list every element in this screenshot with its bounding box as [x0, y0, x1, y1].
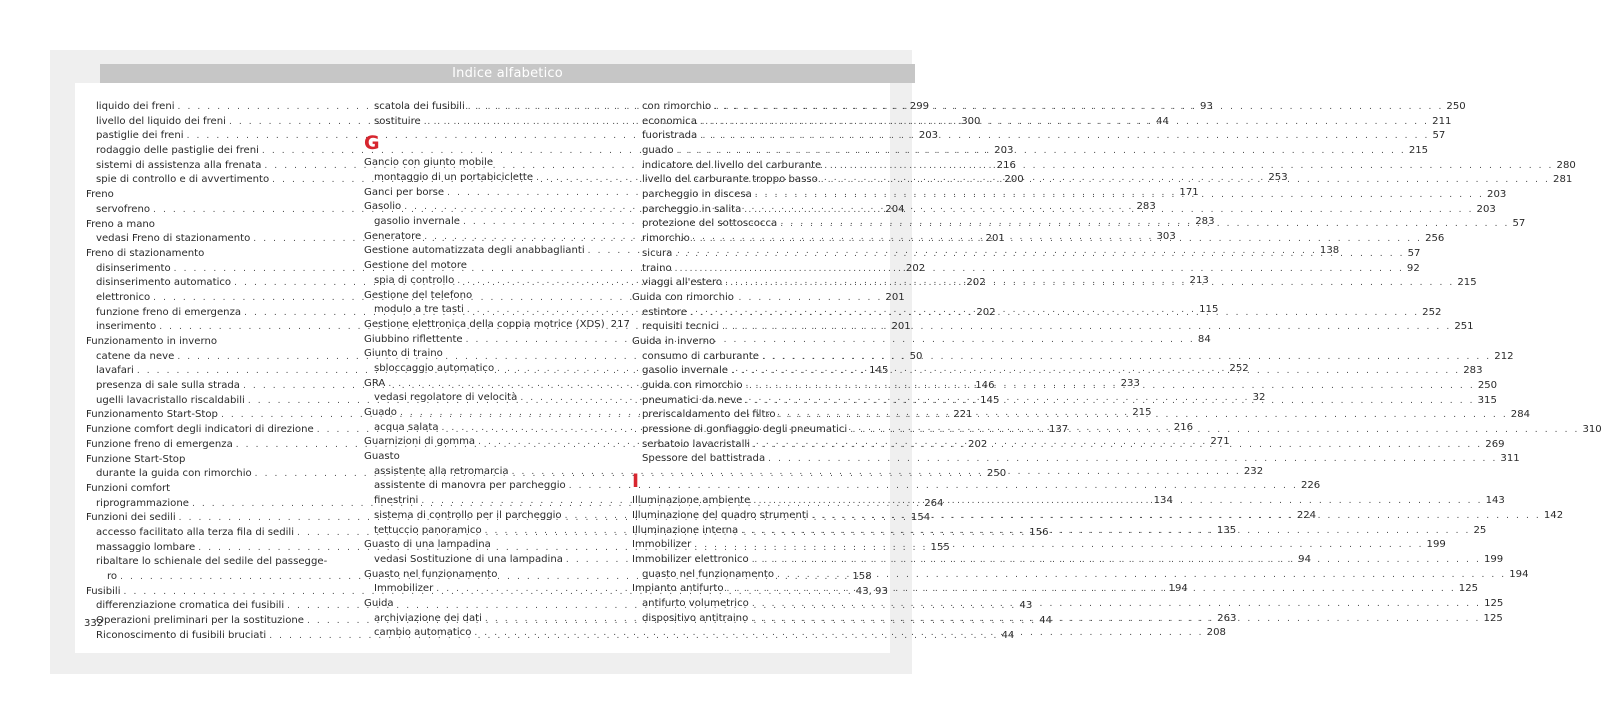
dot-leader — [722, 320, 1451, 335]
entry-page-ref: 134 — [1153, 495, 1173, 507]
entry-page-ref: 194 — [1509, 568, 1529, 580]
index-heading: Funzionamento in inverno — [86, 336, 218, 347]
index-heading: Funzione Start-Stop — [86, 453, 186, 465]
entry-page-ref: 125 — [1458, 583, 1479, 595]
index-heading: Giunto di traino — [364, 348, 443, 360]
entry-term: sicura — [642, 247, 673, 259]
entry-term: cambio automatico — [374, 627, 472, 639]
entry-page-ref: 125 — [1484, 597, 1504, 609]
entry-term: gasolio invernale — [374, 216, 460, 228]
section-letter: G — [364, 132, 380, 155]
entry-term: economica — [642, 115, 697, 127]
entry-page-ref: 44 — [1156, 115, 1169, 127]
entry-term: pastiglie dei freni — [96, 130, 184, 142]
entry-term: pneumatici da neve — [642, 394, 743, 406]
index-entry — [632, 568, 1529, 583]
entry-term: sistemi di assistenza alla frenata — [96, 159, 262, 171]
entry-term: viaggi all'estero — [642, 277, 723, 289]
entry-page-ref: 217 — [610, 318, 630, 330]
entry-term: Guarnizioni di gomma — [364, 436, 476, 448]
dot-leader — [727, 582, 1456, 597]
entry-page-ref: 226 — [1300, 480, 1321, 492]
entry-page-ref: 201 — [985, 233, 1005, 245]
entry-term: Spessore del battistrada — [642, 453, 766, 465]
entry-term: guida con rimorchio — [642, 380, 743, 392]
entry-page-ref: 232 — [1243, 465, 1264, 477]
entry-page-ref: 208 — [1206, 627, 1226, 639]
entry-page-ref: 211 — [1432, 115, 1452, 127]
entry-page-ref: 57 — [1407, 247, 1421, 259]
entry-term: Gasolio — [364, 201, 402, 213]
entry-page-ref: 145 — [869, 365, 889, 377]
entry-page-ref: 202 — [905, 262, 926, 274]
entry-term: Impianto antifurto — [632, 583, 724, 595]
entry-term: Funzioni dei sedili — [86, 512, 176, 524]
entry-page-ref: 252 — [1422, 306, 1442, 318]
entry-page-ref: 303 — [1156, 230, 1176, 242]
entry-term: protezione del sottoscocca — [642, 218, 778, 230]
entry-term: Immobilizer — [632, 539, 692, 551]
dot-leader — [690, 306, 1419, 321]
entry-term: Illuminazione ambiente — [632, 495, 751, 507]
entry-term: Illuminazione interna — [632, 524, 739, 536]
entry-page-ref: 281 — [1553, 174, 1573, 186]
entry-term: presenza di sale sulla strada — [96, 380, 240, 392]
entry-term: spie di controllo e di avvertimento — [96, 174, 270, 186]
entry-page-ref: 146 — [975, 380, 995, 392]
entry-term: parcheggio in salita — [642, 203, 742, 215]
entry-term: sbloccaggio automatico — [374, 362, 495, 374]
entry-page-ref: 44 — [1001, 629, 1015, 641]
entry-page-ref: 203 — [918, 130, 939, 142]
entry-term: livello del carburante troppo basso — [642, 174, 818, 186]
index-heading: Guasto di una lampadina — [364, 539, 491, 551]
entry-term: ro — [107, 570, 118, 582]
entry-page-ref: 253 — [1268, 172, 1288, 184]
dot-leader — [755, 188, 1484, 203]
entry-term: inserimento — [96, 321, 157, 333]
entry-page-ref: 264 — [924, 497, 944, 509]
dot-leader — [746, 379, 1475, 394]
entry-term: GRA — [364, 377, 386, 389]
entry-term: assistente di manovra per parcheggio — [374, 480, 566, 492]
entry-term: con rimorchio — [642, 100, 712, 112]
entry-term: massaggio lombare — [96, 541, 196, 553]
entry-term: vedasi regolatore di velocità — [374, 392, 518, 404]
index-entry — [632, 453, 1520, 468]
entry-page-ref: 143 — [1485, 495, 1505, 507]
entry-term: sostituire — [374, 115, 421, 127]
entry-page-ref: 212 — [1494, 350, 1514, 362]
index-heading: Guida in inverno — [632, 336, 716, 347]
index-entry — [364, 318, 630, 333]
entry-term: parcheggio in discesa — [642, 189, 752, 201]
entry-term: Riconoscimento di fusibili bruciati — [96, 629, 267, 641]
index-heading: Gestione del motore — [364, 260, 467, 272]
entry-page-ref: 283 — [1195, 216, 1215, 228]
dot-leader — [675, 247, 1404, 262]
dot-leader — [677, 144, 1406, 159]
entry-term: Immobilizer — [374, 583, 434, 595]
entry-page-ref: 283 — [1136, 201, 1156, 213]
dot-leader — [741, 524, 1470, 539]
dot-leader — [731, 364, 1460, 379]
entry-page-ref: 233 — [1120, 377, 1140, 389]
page-header-title: Indice alfabetico — [100, 64, 915, 83]
entry-term: Generatore — [364, 230, 422, 242]
entry-page-ref: 250 — [1477, 380, 1498, 392]
entry-page-ref: 202 — [968, 438, 988, 450]
entry-page-ref: 250 — [986, 468, 1007, 480]
index-heading: Freno a mano — [86, 218, 155, 230]
entry-term: Gestione elettronica della coppia motrice (XDS) — [364, 318, 605, 330]
dot-leader — [762, 350, 1491, 365]
entry-term: consumo di carburante — [642, 350, 760, 362]
entry-page-ref: 311 — [1500, 453, 1520, 465]
index-heading: Freno di stazionamento — [86, 247, 205, 259]
entry-page-ref: 138 — [1319, 245, 1340, 257]
dot-leader — [824, 159, 1553, 174]
entry-page-ref: 50 — [909, 350, 923, 362]
dot-leader — [745, 394, 1474, 409]
entry-page-ref: 43 — [1019, 600, 1033, 612]
entry-term: spia di controllo — [374, 274, 455, 286]
entry-page-ref: 221 — [953, 409, 973, 421]
entry-page-ref: 135 — [1216, 524, 1237, 536]
entry-term: riprogrammazione — [96, 497, 189, 509]
entry-term: fuoristrada — [642, 130, 698, 142]
entry-page-ref: 158 — [852, 570, 872, 582]
entry-term: livello del liquido dei freni — [96, 115, 226, 127]
entry-term: disinserimento — [96, 262, 171, 274]
dot-leader — [753, 438, 1482, 453]
entry-page-ref: 224 — [1296, 509, 1317, 521]
dot-leader — [744, 203, 1473, 218]
index-page — [75, 83, 1602, 653]
entry-term: Ganci per borse — [364, 186, 445, 198]
entry-term: modulo a tre tasti — [374, 304, 464, 316]
entry-page-ref: 215 — [1408, 145, 1429, 157]
entry-page-ref: 201 — [891, 321, 911, 333]
entry-page-ref: 215 — [1457, 277, 1477, 289]
entry-page-ref: 32 — [1252, 392, 1266, 404]
entry-page-ref: 280 — [1556, 159, 1576, 171]
entry-term: estintore — [642, 306, 687, 318]
entry-page-ref: 142 — [1543, 509, 1564, 521]
entry-page-ref: 201 — [885, 291, 905, 303]
entry-page-ref: 156 — [1029, 526, 1049, 538]
entry-term: Giubbino riflettente — [364, 333, 463, 345]
entry-page-ref: 57 — [1432, 130, 1446, 142]
entry-term: montaggio di un portabiciclette — [374, 172, 534, 184]
entry-page-ref: 44 — [1039, 615, 1053, 627]
entry-term: funzione freno di emergenza — [96, 306, 242, 318]
index-heading: Guasto — [364, 451, 400, 463]
entry-term: requisiti tecnici — [642, 321, 720, 333]
entry-term: accesso facilitato alla terza fila di sedili — [96, 526, 295, 538]
entry-page-ref: 216 — [1173, 421, 1194, 433]
dot-leader — [694, 538, 1423, 553]
dot-leader — [821, 173, 1550, 188]
dot-leader — [812, 509, 1541, 524]
entry-page-ref: 194 — [1168, 583, 1188, 595]
entry-term: liquido dei freni — [96, 100, 175, 112]
dot-leader — [768, 452, 1497, 467]
entry-term: vedasi Sostituzione di una lampadina — [374, 553, 563, 565]
entry-page-ref: 199 — [1426, 539, 1446, 551]
dot-leader — [714, 100, 1443, 115]
entry-page-ref: 310 — [1582, 424, 1602, 436]
entry-term: gasolio invernale — [642, 365, 728, 377]
entry-term: scatola dei fusibili — [374, 100, 465, 112]
index-heading: Gestione del telefono — [364, 289, 473, 301]
entry-page-ref: 256 — [1425, 233, 1445, 245]
entry-term: sistema di controllo per il parcheggio — [374, 509, 562, 521]
entry-page-ref: 263 — [1217, 612, 1237, 624]
entry-page-ref: 115 — [1199, 304, 1219, 316]
entry-term: vedasi Freno di stazionamento — [96, 233, 251, 245]
entry-page-ref: 202 — [966, 277, 986, 289]
entry-page-ref: 94 — [1298, 553, 1312, 565]
entry-page-ref: 145 — [980, 394, 1000, 406]
entry-page-ref: 271 — [1210, 436, 1230, 448]
dot-leader — [675, 262, 1404, 277]
entry-page-ref: 92 — [1406, 262, 1420, 274]
entry-term: Gestione automatizzata degli anabbaglianti — [364, 245, 585, 257]
dot-leader — [751, 612, 1480, 627]
entry-page-ref: 154 — [910, 512, 931, 524]
page-number: 332 — [84, 618, 104, 629]
entry-page-ref: 203 — [1476, 203, 1496, 215]
entry-term: differenziazione cromatica dei fusibili — [96, 600, 285, 612]
entry-page-ref: 251 — [1454, 321, 1474, 333]
entry-term: Funzionamento Start-Stop — [86, 409, 218, 421]
entry-page-ref: 84 — [1197, 333, 1211, 345]
entry-page-ref: 283 — [1463, 365, 1483, 377]
entry-page-ref: 252 — [1229, 362, 1249, 374]
index-heading: ribaltare lo schienale del sedile del passegge- — [96, 556, 328, 568]
entry-page-ref: 57 — [1512, 218, 1526, 230]
entry-page-ref: 200 — [1004, 174, 1024, 186]
entry-term: archiviazione dei dati — [374, 612, 482, 624]
index-heading: Guida — [364, 598, 394, 609]
entry-term: guasto nel funzionamento — [642, 568, 774, 580]
entry-page-ref: 125 — [1483, 612, 1503, 624]
section-letter: I — [632, 470, 640, 493]
dot-leader — [725, 276, 1454, 291]
entry-term: Fusibili — [86, 585, 121, 597]
entry-term: Funzione freno di emergenza — [86, 438, 233, 450]
entry-term: finestrini — [374, 495, 419, 507]
index-heading: Guida con rimorchio — [632, 291, 734, 303]
index-entry — [364, 480, 1321, 495]
entry-term: guado — [642, 145, 674, 157]
entry-page-ref: 25 — [1473, 524, 1487, 536]
entry-term: preriscaldamento del filtro — [642, 409, 776, 421]
entry-term: Funzione comfort degli indicatori di direzione — [86, 424, 314, 436]
entry-page-ref: 202 — [976, 306, 996, 318]
entry-page-ref: 300 — [961, 115, 981, 127]
entry-term: Illuminazione del quadro strumenti — [632, 509, 809, 521]
entry-term: durante la guida con rimorchio — [96, 468, 252, 480]
entry-page-ref: 203 — [994, 145, 1014, 157]
entry-term: serbatoio lavacristalli — [642, 438, 751, 450]
entry-page-ref: 215 — [1132, 407, 1152, 419]
entry-term: indicatore del livello del carburante — [642, 159, 822, 171]
dot-leader — [780, 217, 1509, 232]
entry-page-ref: 299 — [909, 100, 930, 112]
entry-term: rodaggio delle pastiglie dei freni — [96, 145, 259, 157]
entry-term: elettronico — [96, 291, 151, 303]
index-heading: Gancio con giunto mobile — [364, 157, 494, 169]
entry-page-ref: 284 — [1510, 409, 1531, 421]
index-heading: Freno — [86, 189, 114, 201]
dot-leader — [693, 232, 1422, 247]
entry-page-ref: 93 — [1200, 100, 1213, 112]
entry-term: Guado — [364, 407, 397, 419]
entry-page-ref: 137 — [1048, 424, 1069, 436]
index-heading: Funzioni comfort — [86, 482, 171, 494]
entry-term: disinserimento automatico — [96, 277, 232, 289]
entry-page-ref: 213 — [1189, 274, 1209, 286]
dot-leader — [752, 553, 1481, 568]
entry-term: tettuccio panoramico — [374, 524, 482, 536]
entry-page-ref: 216 — [996, 159, 1016, 171]
entry-page-ref: 315 — [1477, 394, 1497, 406]
entry-term: catene da neve — [96, 350, 175, 362]
entry-page-ref: 199 — [1483, 553, 1504, 565]
entry-term: acqua salata — [374, 421, 439, 433]
entry-term: antifurto volumetrico — [642, 597, 749, 609]
entry-term: rimorchio — [642, 233, 690, 245]
entry-page-ref: 43, 93 — [855, 585, 888, 597]
dot-leader — [752, 597, 1481, 612]
entry-term: assistente alla retromarcia — [374, 465, 509, 477]
entry-term: lavafari — [96, 365, 134, 377]
index-heading: Guasto nel funzionamento — [364, 568, 498, 580]
dot-leader — [474, 626, 1203, 641]
entry-term: pressione di gonfiaggio degli pneumatici — [642, 424, 848, 436]
entry-page-ref: 269 — [1485, 438, 1505, 450]
entry-page-ref: 155 — [930, 541, 950, 553]
entry-term: Immobilizer elettronico — [632, 553, 749, 565]
entry-page-ref: 204 — [885, 203, 905, 215]
dot-leader — [850, 423, 1579, 438]
dot-leader — [700, 115, 1429, 130]
dot-leader — [753, 494, 1482, 509]
dot-leader — [779, 408, 1508, 423]
entry-term: servofreno — [96, 203, 151, 215]
entry-term: traino — [642, 262, 672, 274]
dot-leader — [777, 568, 1506, 583]
entry-term: dispositivo antitraino — [642, 612, 749, 624]
dot-leader — [700, 129, 1429, 144]
entry-term: ugelli lavacristallo riscaldabili — [96, 394, 245, 406]
entry-page-ref: 250 — [1446, 100, 1466, 112]
entry-page-ref: 203 — [1487, 189, 1507, 201]
entry-term: Operazioni preliminari per la sostituzione — [96, 615, 304, 627]
entry-page-ref: 171 — [1179, 186, 1199, 198]
